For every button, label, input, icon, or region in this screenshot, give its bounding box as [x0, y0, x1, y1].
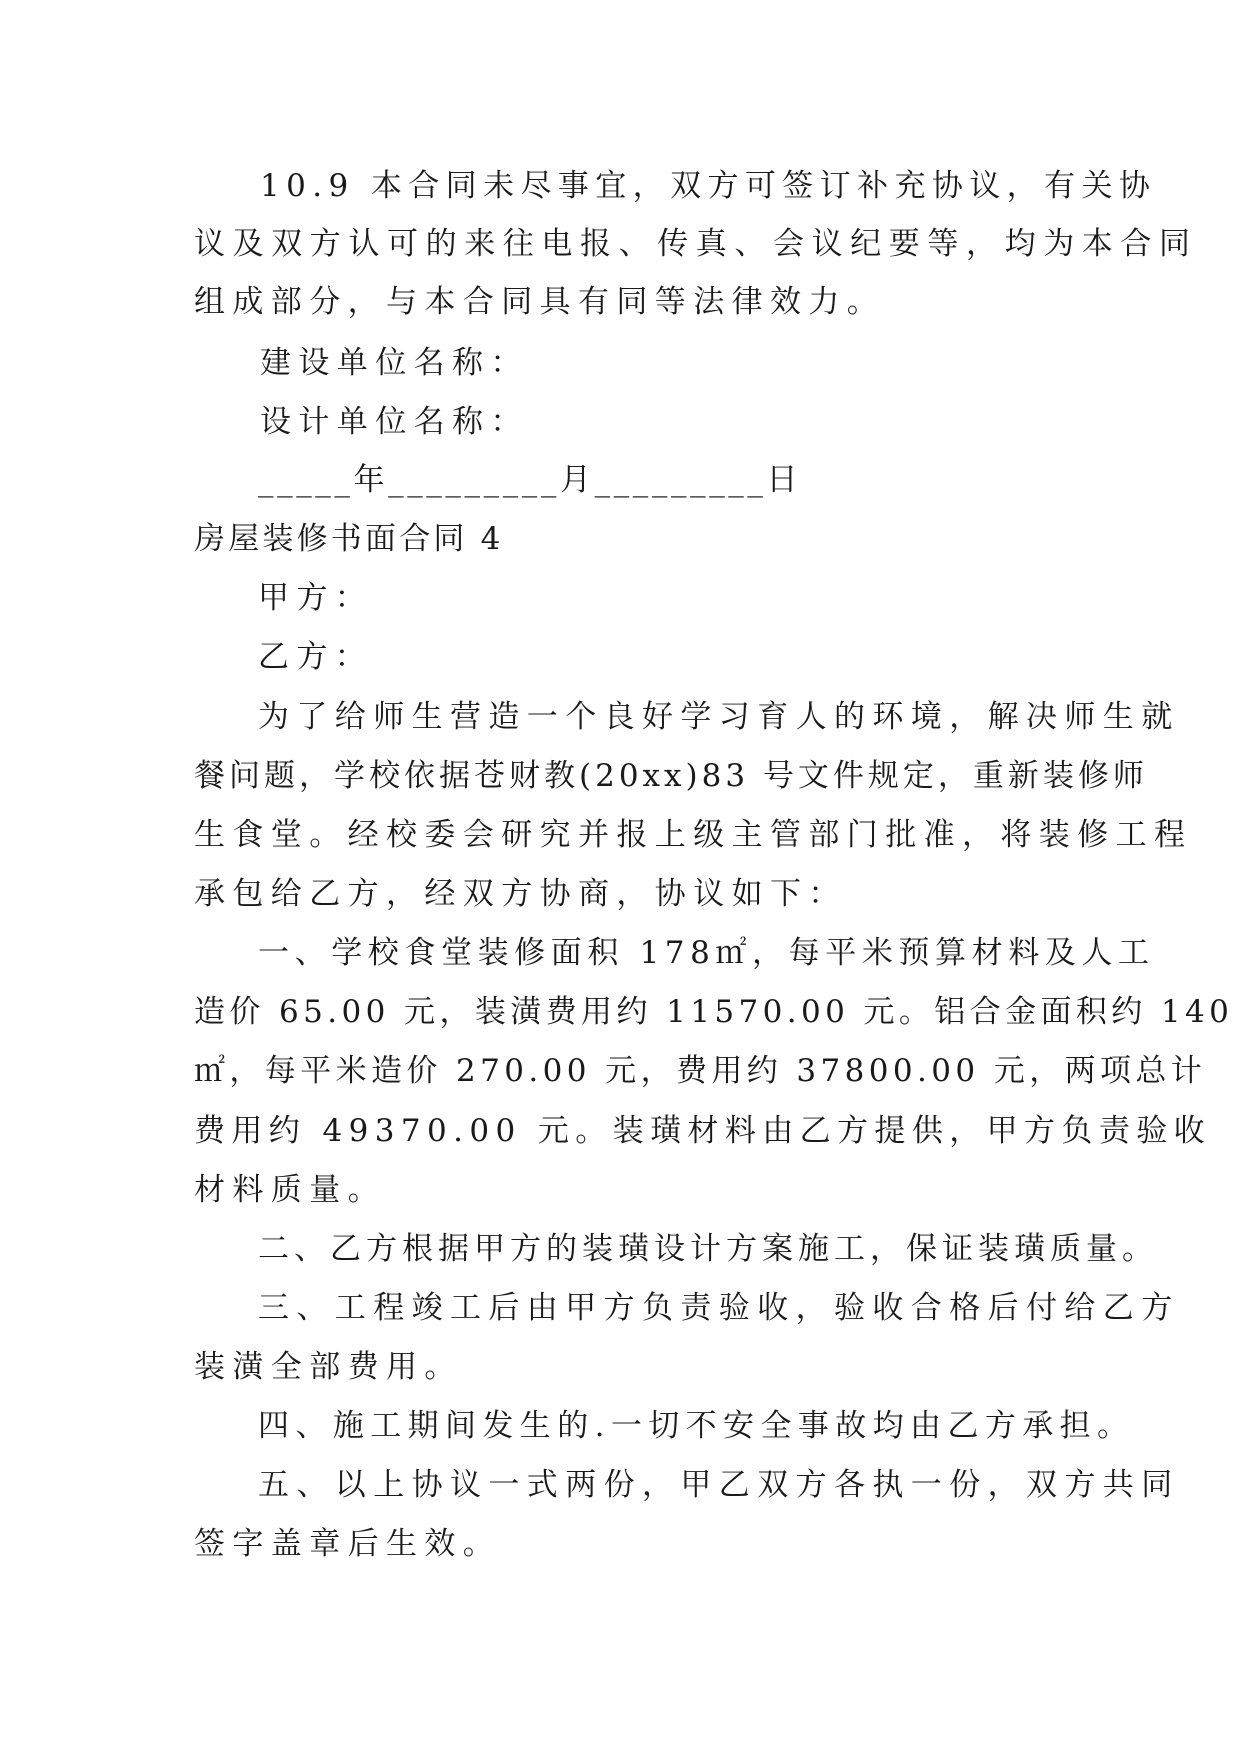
- preamble-line-2: 餐问题，学校依据苍财教(20xx)83 号文件规定，重新装修师: [194, 758, 1148, 794]
- clause-10-9-line-2: 议及双方认可的来往电报、传真、会议纪要等，均为本合同: [194, 226, 1198, 262]
- preamble-line-3: 生食堂。经校委会研究并报上级主管部门批准，将装修工程: [194, 817, 1193, 853]
- clause-10-9-line-3: 组成部分，与本合同具有同等法律效力。: [194, 284, 886, 320]
- preamble-line-4: 承包给乙方，经双方协商，协议如下：: [194, 876, 847, 912]
- construction-unit-name-label: 建设单位名称：: [260, 345, 529, 381]
- design-unit-name-label: 设计单位名称：: [260, 404, 529, 440]
- clause-1-line-2: 造价 65.00 元，装潢费用约 11570.00 元。铝合金面积约 140: [194, 994, 1234, 1030]
- clause-1-line-4: 费用约 49370.00 元。装璜材料由乙方提供，甲方负责验收: [194, 1113, 1212, 1149]
- clause-1-line-5: 材料质量。: [194, 1172, 386, 1208]
- contract-4-heading: 房屋装修书面合同 4: [194, 521, 504, 557]
- preamble-line-1: 为了给师生营造一个良好学习育人的环境，解决师生就: [258, 699, 1180, 735]
- party-a-label: 甲方：: [258, 580, 374, 616]
- clause-1-line-1: 一、学校食堂装修面积 178㎡，每平米预算材料及人工: [258, 935, 1155, 971]
- clause-1-line-3: ㎡，每平米造价 270.00 元，费用约 37800.00 元，两项总计: [194, 1053, 1207, 1089]
- clause-2: 二、乙方根据甲方的装璜设计方案施工，保证装璜质量。: [258, 1231, 1158, 1267]
- clause-3-line-2: 装潢全部费用。: [194, 1349, 463, 1385]
- date-blank-line: _____年_________月_________日: [258, 462, 802, 498]
- clause-4: 四、施工期间发生的.一切不安全事故均由乙方承担。: [258, 1408, 1135, 1444]
- clause-3-line-1: 三、工程竣工后由甲方负责验收，验收合格后付给乙方: [258, 1290, 1180, 1326]
- clause-5-line-2: 签字盖章后生效。: [194, 1526, 502, 1562]
- clause-5-line-1: 五、以上协议一式两份，甲乙双方各执一份，双方共同: [258, 1467, 1180, 1503]
- party-b-label: 乙方：: [258, 639, 374, 675]
- clause-10-9-line-1: 10.9 本合同未尽事宜，双方可签订补充协议，有关协: [260, 168, 1157, 204]
